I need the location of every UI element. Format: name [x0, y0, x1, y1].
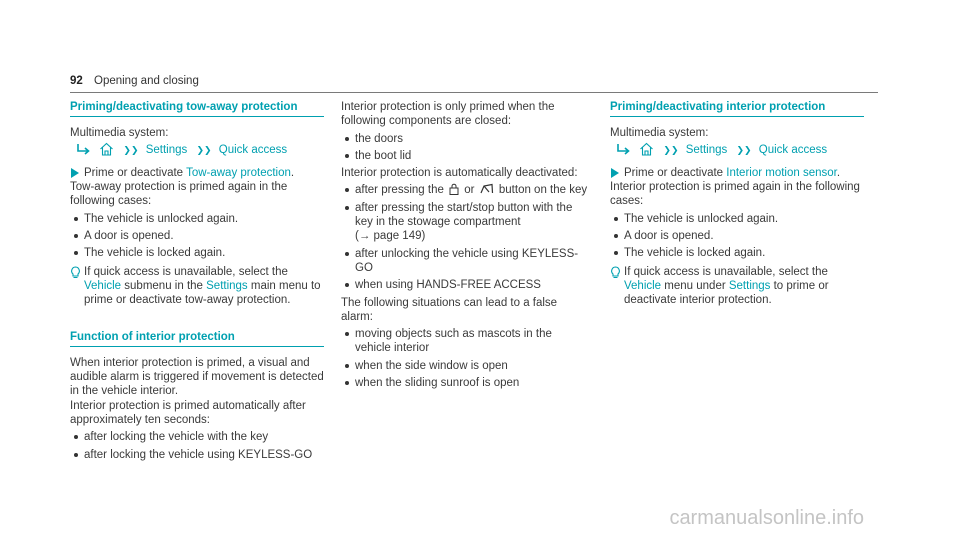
menu-settings[interactable]: Settings	[145, 143, 188, 156]
list-item	[341, 327, 589, 356]
paragraph: When interior protection is primed, a visual and audible alarm is triggered if movement is detected in the vehicle interior.	[70, 356, 324, 398]
note-text: to prime or deactivate interior protection.	[624, 279, 829, 307]
page-header	[70, 74, 199, 88]
false-alarm-list	[341, 327, 589, 390]
header-divider	[70, 92, 878, 93]
list-item-text: A door is opened.	[84, 230, 174, 243]
menu-quick-access[interactable]: Quick access	[218, 143, 288, 156]
list-item	[70, 430, 326, 444]
menu-path	[70, 142, 326, 157]
note-text: submenu in the	[121, 279, 207, 292]
list-item	[341, 376, 589, 390]
list-item-text: button on the key	[495, 184, 588, 197]
list-item	[341, 278, 589, 292]
note-text: If quick access is unavailable, select the	[84, 265, 288, 278]
list-item-text: A door is opened.	[624, 230, 714, 243]
return-arrow-icon	[616, 144, 630, 156]
list-item-text: the doors	[355, 132, 403, 145]
list-item-text: The vehicle is locked again.	[84, 247, 226, 260]
note-text: menu under	[661, 279, 729, 292]
heading-tow-away-protection: Priming/deactivating tow-away protection	[70, 100, 324, 117]
list-item-text: The vehicle is unlocked again.	[84, 212, 239, 225]
heading-interior-protection-priming: Priming/deactivating interior protection	[610, 100, 864, 117]
cases-intro: Tow-away protection is primed again in the following cases:	[70, 181, 288, 208]
list-item	[341, 359, 589, 373]
list-item	[70, 212, 326, 226]
cases-list	[70, 212, 326, 261]
list-item-text: after locking the vehicle using KEYLESS-GO	[84, 448, 313, 461]
chevron-right-icon: ❯❯	[663, 144, 679, 155]
list-item	[610, 229, 866, 243]
home-icon[interactable]	[639, 142, 654, 156]
menu-vehicle[interactable]: Vehicle	[84, 279, 122, 292]
menu-vehicle[interactable]: Vehicle	[624, 279, 662, 292]
paragraph: The following situations can lead to a false alarm:	[341, 296, 558, 323]
list-item	[70, 448, 326, 462]
list-item-text: when the sliding sunroof is open	[355, 377, 520, 390]
list-item-text: when the side window is open	[355, 359, 508, 372]
lock-key-icon	[449, 183, 459, 195]
deactivation-list	[341, 183, 589, 292]
list-item	[341, 132, 589, 146]
priming-list	[70, 430, 326, 462]
list-item	[610, 212, 866, 226]
list-item-text: or	[461, 184, 478, 197]
menu-settings[interactable]: Settings	[685, 143, 728, 156]
column-2	[341, 100, 589, 390]
section-title: Opening and closing	[94, 75, 199, 87]
heading-interior-protection: Function of interior protection	[70, 330, 324, 347]
step-text-end: .	[290, 166, 295, 179]
instruction-step	[70, 166, 326, 180]
chevron-right-icon: ❯❯	[123, 144, 139, 155]
menu-settings[interactable]: Settings	[206, 279, 248, 292]
list-item-text: when using HANDS-FREE ACCESS	[355, 279, 541, 292]
step-arrow-icon	[611, 168, 619, 178]
system-label: Multimedia system:	[610, 127, 709, 140]
menu-path	[610, 142, 866, 157]
step-arrow-icon	[71, 168, 79, 178]
watermark: carmanualsonline.info	[669, 506, 864, 529]
note-text: If quick access is unavailable, select the	[624, 265, 828, 278]
list-item	[610, 246, 866, 260]
list-item-text: The vehicle is locked again.	[624, 247, 766, 260]
column-1	[70, 100, 326, 462]
list-item-text: moving objects such as mascots in the vehicle interior	[355, 328, 552, 355]
list-item-text: after locking the vehicle with the key	[84, 431, 269, 444]
cases-intro: Interior protection is primed again in the following cases:	[610, 181, 860, 208]
system-label: Multimedia system:	[70, 127, 169, 140]
list-item	[341, 183, 589, 197]
step-text: Prime or deactivate	[84, 166, 187, 179]
info-note	[70, 265, 326, 308]
list-item	[341, 201, 589, 244]
list-item-text: the boot lid	[355, 149, 412, 162]
return-arrow-icon	[76, 144, 90, 156]
menu-interior-motion-sensor[interactable]: Interior motion sensor	[726, 166, 837, 179]
paragraph: Interior protection is only primed when the following components are closed:	[341, 101, 555, 128]
list-item-text: after pressing the start/stop button with the key in the stowage compartment	[355, 201, 573, 229]
instruction-step	[610, 166, 866, 180]
info-note	[610, 265, 866, 308]
column-3	[610, 100, 866, 308]
menu-tow-away-protection[interactable]: Tow-away protection	[186, 166, 291, 179]
menu-settings[interactable]: Settings	[728, 279, 771, 292]
list-item-text: after pressing the	[355, 184, 448, 197]
list-item	[341, 149, 589, 163]
home-icon[interactable]	[99, 142, 114, 156]
paragraph: Interior protection is primed automatically after approximately ten seconds:	[70, 399, 306, 427]
cases-list	[610, 212, 866, 261]
note-text: main menu to prime or deactivate tow-away protection.	[84, 279, 321, 307]
list-item-text: after unlocking the vehicle using KEYLESS-GO	[355, 247, 579, 274]
chevron-right-icon: ❯❯	[196, 144, 212, 155]
list-item	[341, 247, 589, 276]
list-item	[70, 246, 326, 260]
step-text: Prime or deactivate	[624, 166, 727, 179]
info-bulb-icon	[70, 266, 81, 279]
boot-lid-icon	[480, 183, 494, 195]
menu-quick-access[interactable]: Quick access	[758, 143, 828, 156]
chevron-right-icon: ❯❯	[736, 144, 752, 155]
info-bulb-icon	[610, 266, 621, 279]
page-reference[interactable]: (→ page 149)	[355, 230, 426, 243]
list-item-text: The vehicle is unlocked again.	[624, 212, 779, 225]
page-number: 92	[70, 75, 83, 87]
closed-components-list	[341, 132, 589, 164]
list-item	[70, 229, 326, 243]
step-text-end: .	[836, 166, 841, 179]
paragraph: Interior protection is automatically deactivated:	[341, 167, 578, 180]
